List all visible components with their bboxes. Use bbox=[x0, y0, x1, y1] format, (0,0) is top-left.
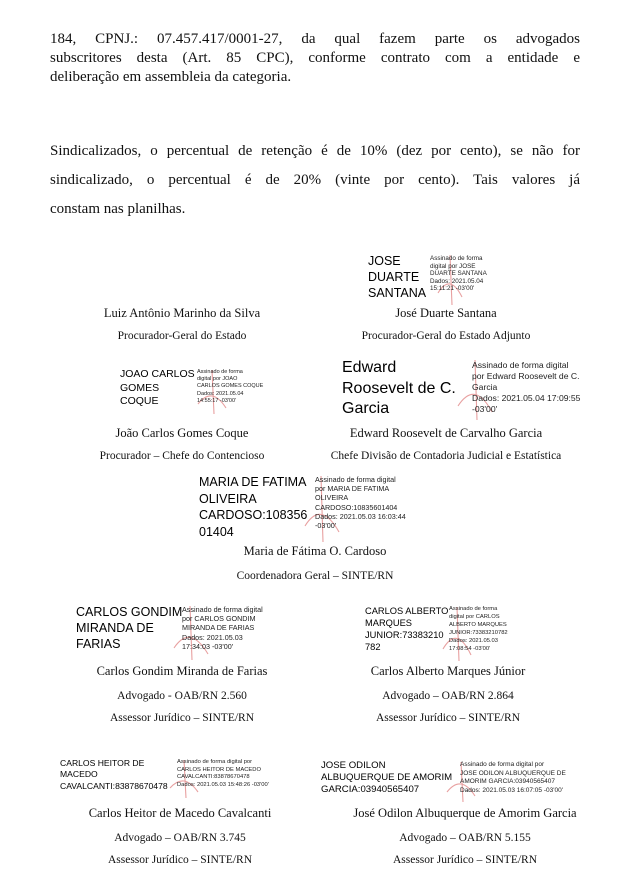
digital-signature-stamp bbox=[321, 760, 611, 802]
signatory-role: Coordenadora Geral – SINTE/RN bbox=[236, 570, 394, 582]
signatory-role: Advogado - OAB/RN 2.560 bbox=[117, 690, 247, 702]
stamp-details: Assinado de forma digital por CARLOS GONDIM MIRANDA DE FARIAS Dados: 2021.05.03 17:34:03 -03'00' bbox=[182, 605, 263, 651]
signatory-name: Edward Roosevelt de Carvalho Garcia bbox=[349, 426, 543, 440]
signatory-role: Advogado – OAB/RN 2.864 bbox=[382, 690, 514, 702]
stamp-details: Assinado de forma digital por MARIA DE FATIMA OLIVEIRA CARDOSO:10835601404 Dados: 2021.05.03 16:03:44 -03'00' bbox=[315, 475, 406, 531]
paragraph-1-line: deliberação em assembleia da categoria. bbox=[50, 69, 292, 85]
paragraph-2-line: Sindicalizados, o percentual de retenção é de 10% (dez por cento), se não for bbox=[50, 143, 580, 159]
signatory-role: Assessor Jurídico – SINTE/RN bbox=[375, 712, 521, 724]
signatory-role: Assessor Jurídico – SINTE/RN bbox=[107, 854, 253, 866]
digital-signature-stamp bbox=[60, 758, 310, 798]
stamp-signer-name: JOSE ODILON ALBUQUERQUE DE AMORIM GARCIA:03940565407 bbox=[321, 760, 453, 796]
signatory-name: Carlos Heitor de Macedo Cavalcanti bbox=[88, 806, 272, 820]
stamp-signer-name: Edward Roosevelt de C. Garcia bbox=[342, 359, 456, 417]
signatory-name: João Carlos Gomes Coque bbox=[115, 426, 249, 440]
stamp-signer-name: JOSE DUARTE SANTANA bbox=[368, 254, 427, 300]
signatory-role: Procurador-Geral do Estado bbox=[117, 330, 247, 342]
signatory-role: Procurador-Geral do Estado Adjunto bbox=[361, 330, 531, 342]
stamp-signer-name: JOAO CARLOS GOMES COQUE bbox=[120, 368, 195, 407]
signatory-role: Assessor Jurídico – SINTE/RN bbox=[109, 712, 255, 724]
digital-signature-stamp bbox=[76, 604, 306, 660]
stamp-details: Assinado de forma digital por JOSE DUARTE SANTANA Dados: 2021.05.04 15:11:21 -03'00' bbox=[430, 255, 487, 292]
signatory-name: Luiz Antônio Marinho da Silva bbox=[103, 306, 261, 320]
signatory-role: Advogado – OAB/RN 5.155 bbox=[399, 832, 531, 844]
signatory-name: José Duarte Santana bbox=[395, 306, 497, 320]
stamp-signer-name: CARLOS GONDIM MIRANDA DE FARIAS bbox=[76, 605, 183, 651]
paragraph-2-line: constam nas planilhas. bbox=[50, 201, 186, 217]
signatory-role: Procurador – Chefe do Contencioso bbox=[99, 450, 265, 462]
digital-signature-stamp bbox=[368, 253, 528, 305]
signatory-name: Carlos Gondim Miranda de Farias bbox=[96, 664, 268, 678]
paragraph-1 bbox=[50, 30, 580, 87]
digital-signature-stamp bbox=[342, 358, 612, 422]
signatory-role: Assessor Jurídico – SINTE/RN bbox=[392, 854, 538, 866]
paragraph-2 bbox=[50, 137, 580, 224]
paragraph-2-line: sindicalizado, o percentual é de 20% (vinte por cento). Tais valores já bbox=[50, 172, 580, 188]
stamp-details: Assinado de forma digital por JOAO CARLOS GOMES COQUE Dados: 2021.05.04 14:55:17 -03'00' bbox=[197, 369, 264, 404]
stamp-signer-name: MARIA DE FATIMA OLIVEIRA CARDOSO:108356 01404 bbox=[199, 475, 308, 539]
signatory-name: Maria de Fátima O. Cardoso bbox=[243, 544, 387, 558]
signatory-role: Advogado – OAB/RN 3.745 bbox=[114, 832, 246, 844]
signatory-name: Carlos Alberto Marques Júnior bbox=[370, 664, 526, 678]
paragraph-1-line: 184, CPNJ.: 07.457.417/0001-27, da qual fazem parte os advogados bbox=[50, 31, 580, 47]
digital-signature-stamp bbox=[199, 474, 469, 544]
stamp-details: Assinado de forma digital por Edward Roosevelt de C. Garcia Dados: 2021.05.04 17:09:55 -03'00' bbox=[472, 360, 581, 414]
digital-signature-stamp bbox=[365, 605, 545, 663]
paragraph-1-line: subscritores desta (Art. 85 CPC), conforme contrato com a entidade e bbox=[50, 50, 580, 66]
signatory-name: José Odilon Albuquerque de Amorim Garcia bbox=[353, 806, 577, 820]
stamp-signer-name: CARLOS HEITOR DE MACEDO CAVALCANTI:83878670478 bbox=[60, 758, 168, 791]
signatory-role: Chefe Divisão de Contadoria Judicial e Estatística bbox=[330, 450, 562, 462]
digital-signature-stamp bbox=[120, 368, 280, 413]
stamp-details: Assinado de forma digital por JOSE ODILON ALBUQUERQUE DE AMORIM GARCIA:03940565407 Dados: 2021.05.03 16:07:05 -03'00' bbox=[460, 761, 566, 795]
stamp-details: Assinado de forma digital por CARLOS ALBERTO MARQUES JUNIOR:73383210782 Dados: 2021.05.03 17:08:54 -03'00' bbox=[449, 606, 508, 652]
stamp-signer-name: CARLOS ALBERTO MARQUES JUNIOR:73383210 782 bbox=[365, 606, 449, 652]
stamp-details: Assinado de forma digital por CARLOS HEITOR DE MACEDO CAVALCANTI:83878670478 Dados: 2021.05.03 15:48:26 -03'00' bbox=[177, 759, 269, 789]
